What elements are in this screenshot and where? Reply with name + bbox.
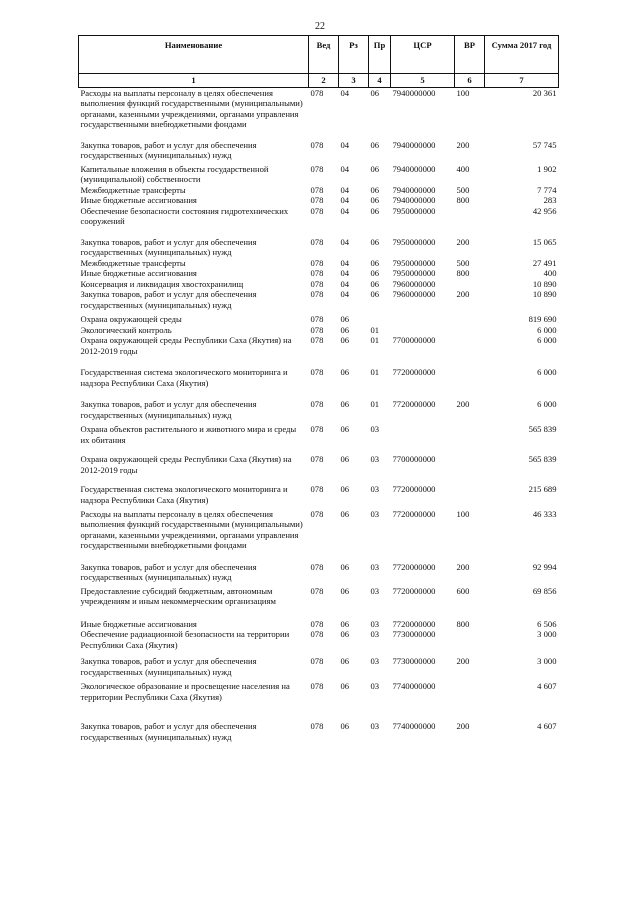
row-ved: 078 xyxy=(310,88,324,98)
table-row xyxy=(79,227,559,258)
row-vr: 200 xyxy=(456,721,470,732)
row-ved: 078 xyxy=(310,163,324,174)
row-ved: 078 xyxy=(310,139,324,150)
row-vr: 100 xyxy=(456,508,470,519)
row-csr: 7940000000 xyxy=(392,139,436,150)
row-name: Закупка товаров, работ и услуг для обеспечения государственных (муниципальных) нужд xyxy=(80,236,257,258)
table-row xyxy=(79,505,559,551)
row-ved: 078 xyxy=(310,205,324,216)
row-pr: 06 xyxy=(370,268,380,279)
row-ved: 078 xyxy=(310,278,324,289)
table-row xyxy=(79,88,559,130)
row-vr xyxy=(455,677,485,702)
row-vr xyxy=(455,445,485,475)
row-vr: 200 xyxy=(456,139,470,150)
column-number: 3 xyxy=(339,74,369,88)
row-sum: 565 839 xyxy=(528,454,557,465)
row-csr: 7740000000 xyxy=(392,721,436,732)
column-number-row xyxy=(79,74,559,88)
row-sum: 215 689 xyxy=(528,484,557,495)
row-sum: 283 xyxy=(543,195,557,206)
row-csr: 7950000000 xyxy=(392,268,436,279)
row-vr xyxy=(455,420,485,445)
row-name: Охрана окружающей среды Республики Саха (Якутия) на 2012-2019 годы xyxy=(80,335,292,356)
row-sum: 400 xyxy=(543,268,557,279)
row-pr: 03 xyxy=(370,561,380,572)
row-rz: 06 xyxy=(340,335,350,346)
row-csr: 7950000000 xyxy=(392,236,436,247)
row-ved: 078 xyxy=(310,324,324,335)
row-rz: 04 xyxy=(340,268,350,279)
row-sum: 7 774 xyxy=(537,184,557,195)
row-rz: 06 xyxy=(340,324,350,335)
row-rz: 06 xyxy=(340,424,350,435)
row-pr: 01 xyxy=(370,335,380,346)
row-sum: 4 607 xyxy=(537,681,557,692)
row-name: Закупка товаров, работ и услуг для обеспечения государственных (муниципальных) нужд xyxy=(80,139,257,161)
header-row xyxy=(79,36,559,74)
table-row xyxy=(79,130,559,161)
header-pr: Пр xyxy=(369,36,391,74)
row-name: Расходы на выплаты персоналу в целях обеспечения выполнения функций государственными (муниципальными) органами, казенными учреждениями, органами управления государственными внебюджетными фондами xyxy=(80,508,303,551)
row-csr: 7720000000 xyxy=(392,618,436,629)
row-ved: 078 xyxy=(310,367,324,378)
row-ved: 078 xyxy=(310,257,324,268)
row-ved: 078 xyxy=(310,195,324,206)
row-rz: 06 xyxy=(340,508,350,519)
row-sum: 57 745 xyxy=(532,139,557,150)
row-csr xyxy=(391,420,455,445)
row-sum: 4 607 xyxy=(537,721,557,732)
row-sum: 6 506 xyxy=(537,618,557,629)
table-row xyxy=(79,325,559,335)
header-name: Наименование xyxy=(79,36,309,74)
row-vr xyxy=(455,310,485,324)
table-row xyxy=(79,475,559,505)
row-sum: 565 839 xyxy=(528,424,557,435)
row-name: Экологический контроль xyxy=(80,324,172,335)
row-name: Закупка товаров, работ и услуг для обеспечения государственных (муниципальных) нужд xyxy=(80,721,257,742)
row-rz: 04 xyxy=(340,236,350,247)
column-number: 4 xyxy=(369,74,391,88)
row-ved: 078 xyxy=(310,681,324,692)
row-name: Охрана объектов растительного и животного мира и среды их обитания xyxy=(80,424,297,445)
row-rz: 04 xyxy=(340,257,350,268)
table-row xyxy=(79,185,559,195)
row-pr: 06 xyxy=(370,163,380,174)
row-ved: 078 xyxy=(310,656,324,667)
row-ved: 078 xyxy=(310,268,324,279)
row-pr: 03 xyxy=(370,618,380,629)
row-pr: 06 xyxy=(370,236,380,247)
table-row xyxy=(79,310,559,324)
column-number: 2 xyxy=(309,74,339,88)
table-row xyxy=(79,289,559,310)
row-vr xyxy=(455,206,485,227)
row-sum: 3 000 xyxy=(537,656,557,667)
row-pr: 03 xyxy=(370,721,380,732)
row-ved: 078 xyxy=(310,289,324,300)
row-sum: 819 690 xyxy=(528,314,557,325)
row-vr xyxy=(455,335,485,356)
row-rz: 04 xyxy=(340,278,350,289)
row-vr xyxy=(455,356,485,388)
row-rz: 06 xyxy=(340,367,350,378)
column-number: 6 xyxy=(455,74,485,88)
row-ved: 078 xyxy=(310,484,324,495)
column-number: 1 xyxy=(79,74,309,88)
row-rz: 06 xyxy=(340,561,350,572)
row-rz: 06 xyxy=(340,656,350,667)
row-csr: 7720000000 xyxy=(392,367,436,378)
row-csr: 7720000000 xyxy=(392,399,436,410)
row-name: Капитальные вложения в объекты государственной (муниципальной) собственности xyxy=(80,163,269,185)
row-pr: 06 xyxy=(370,88,380,98)
table-row xyxy=(79,356,559,388)
row-ved: 078 xyxy=(310,184,324,195)
row-ved: 078 xyxy=(310,335,324,346)
row-name: Консервация и ликвидация хвостохранилищ xyxy=(80,278,244,289)
row-name: Межбюджетные трансферты xyxy=(80,257,186,268)
row-csr: 7720000000 xyxy=(392,585,436,596)
row-ved: 078 xyxy=(310,508,324,519)
row-rz: 06 xyxy=(340,618,350,629)
row-pr: 06 xyxy=(370,139,380,150)
row-csr: 7740000000 xyxy=(392,681,436,692)
row-vr: 400 xyxy=(456,163,470,174)
row-rz: 06 xyxy=(340,454,350,465)
row-pr: 03 xyxy=(370,681,380,692)
row-ved: 078 xyxy=(310,721,324,732)
table-row xyxy=(79,258,559,268)
row-csr: 7700000000 xyxy=(392,454,436,465)
row-rz: 06 xyxy=(340,629,350,640)
row-csr: 7720000000 xyxy=(392,561,436,572)
row-name: Закупка товаров, работ и услуг для обеспечения государственных (муниципальных) нужд xyxy=(80,399,257,420)
row-ved: 078 xyxy=(310,424,324,435)
table-row xyxy=(79,583,559,607)
row-pr: 03 xyxy=(370,656,380,667)
row-rz: 04 xyxy=(340,289,350,300)
row-vr xyxy=(455,279,485,289)
row-name: Государственная система экологического мониторинга и надзора Республики Саха (Якутия) xyxy=(80,484,288,505)
row-csr: 7940000000 xyxy=(392,163,436,174)
row-rz: 06 xyxy=(340,314,350,325)
row-name: Межбюджетные трансферты xyxy=(80,184,186,195)
row-csr: 7960000000 xyxy=(392,278,436,289)
table-body xyxy=(79,88,559,743)
row-csr xyxy=(391,325,455,335)
row-pr: 03 xyxy=(370,424,380,435)
row-vr: 500 xyxy=(456,257,470,268)
row-rz: 04 xyxy=(340,163,350,174)
row-ved: 078 xyxy=(310,399,324,410)
row-rz: 04 xyxy=(340,184,350,195)
row-ved: 078 xyxy=(310,561,324,572)
row-ved: 078 xyxy=(310,629,324,640)
row-csr: 7730000000 xyxy=(392,656,436,667)
row-csr: 7960000000 xyxy=(392,289,436,300)
row-sum: 92 994 xyxy=(532,561,557,572)
header-csr: ЦСР xyxy=(391,36,455,74)
row-name: Закупка товаров, работ и услуг для обеспечения государственных (муниципальных) нужд xyxy=(80,289,257,310)
row-vr: 500 xyxy=(456,184,470,195)
row-pr: 06 xyxy=(370,205,380,216)
row-sum: 1 902 xyxy=(537,163,557,174)
row-vr xyxy=(455,629,485,650)
row-vr: 200 xyxy=(456,236,470,247)
row-name: Закупка товаров, работ и услуг для обеспечения государственных (муниципальных) нужд xyxy=(80,561,257,583)
row-sum: 6 000 xyxy=(537,367,557,378)
table-row xyxy=(79,268,559,278)
table-row xyxy=(79,206,559,227)
row-name: Предоставление субсидий бюджетным, автономным учреждениям и иным некоммерческим организациям xyxy=(80,585,276,607)
row-csr: 7940000000 xyxy=(392,88,436,98)
table-row xyxy=(79,445,559,475)
table-row xyxy=(79,195,559,205)
row-csr: 7720000000 xyxy=(392,484,436,495)
header-rz: Рз xyxy=(339,36,369,74)
row-rz: 04 xyxy=(340,139,350,150)
row-name: Расходы на выплаты персоналу в целях обеспечения выполнения функций государственными (муниципальными) органами, казенными учреждениями, органами управления государственными внебюджетными фондами xyxy=(80,88,303,130)
row-pr: 03 xyxy=(370,484,380,495)
row-rz: 06 xyxy=(340,721,350,732)
row-vr: 200 xyxy=(456,656,470,667)
row-name: Государственная система экологического мониторинга и надзора Республики Саха (Якутия) xyxy=(80,367,288,388)
row-ved: 078 xyxy=(310,618,324,629)
row-vr: 800 xyxy=(456,268,470,279)
table-row xyxy=(79,161,559,185)
header-vr: ВР xyxy=(455,36,485,74)
row-sum: 10 890 xyxy=(532,289,557,300)
row-ved: 078 xyxy=(310,585,324,596)
row-name: Иные бюджетные ассигнования xyxy=(80,618,197,629)
row-name: Охрана окружающей среды Республики Саха (Якутия) на 2012-2019 годы xyxy=(80,454,292,475)
row-vr: 200 xyxy=(456,289,470,300)
row-pr: 06 xyxy=(370,278,380,289)
row-sum: 3 000 xyxy=(537,629,557,640)
row-pr: 01 xyxy=(370,324,380,335)
row-vr xyxy=(455,475,485,505)
page-number: 22 xyxy=(315,21,325,32)
row-vr: 200 xyxy=(456,399,470,410)
row-csr: 7940000000 xyxy=(392,195,436,206)
row-name: Иные бюджетные ассигнования xyxy=(80,195,197,206)
row-vr: 800 xyxy=(456,618,470,629)
row-csr: 7950000000 xyxy=(392,205,436,216)
row-pr: 03 xyxy=(370,454,380,465)
header-sum: Сумма 2017 год xyxy=(485,36,559,74)
table-row xyxy=(79,650,559,677)
column-number: 5 xyxy=(391,74,455,88)
row-ved: 078 xyxy=(310,314,324,325)
row-rz: 06 xyxy=(340,399,350,410)
row-sum: 6 000 xyxy=(537,324,557,335)
row-name: Закупка товаров, работ и услуг для обеспечения государственных (муниципальных) нужд xyxy=(80,656,257,677)
row-pr: 01 xyxy=(370,367,380,378)
column-number: 7 xyxy=(485,74,559,88)
table-row xyxy=(79,551,559,583)
row-csr: 7940000000 xyxy=(392,184,436,195)
row-rz: 04 xyxy=(340,205,350,216)
table-row xyxy=(79,629,559,650)
row-vr xyxy=(455,325,485,335)
row-sum: 15 065 xyxy=(532,236,557,247)
table-row xyxy=(79,279,559,289)
row-pr: 01 xyxy=(370,399,380,410)
row-pr: 06 xyxy=(370,289,380,300)
row-pr: 03 xyxy=(370,585,380,596)
row-rz: 06 xyxy=(340,484,350,495)
row-rz: 04 xyxy=(340,88,350,98)
row-name: Охрана окружающей среды xyxy=(80,314,182,325)
row-sum: 20 361 xyxy=(532,88,557,98)
row-csr: 7950000000 xyxy=(392,257,436,268)
row-sum: 27 491 xyxy=(532,257,557,268)
row-pr: 06 xyxy=(370,184,380,195)
row-pr: 06 xyxy=(370,257,380,268)
row-name: Экологическое образование и просвещение населения на территории Республики Саха (Якутия) xyxy=(80,681,290,702)
row-name: Иные бюджетные ассигнования xyxy=(80,268,197,279)
table-row xyxy=(79,335,559,356)
row-pr xyxy=(369,310,391,324)
row-rz: 06 xyxy=(340,681,350,692)
row-pr: 03 xyxy=(370,629,380,640)
row-csr xyxy=(391,310,455,324)
table-row xyxy=(79,420,559,445)
row-vr: 800 xyxy=(456,195,470,206)
budget-table xyxy=(78,35,559,742)
row-rz: 04 xyxy=(340,195,350,206)
row-sum: 6 000 xyxy=(537,335,557,346)
row-ved: 078 xyxy=(310,454,324,465)
row-sum: 6 000 xyxy=(537,399,557,410)
row-vr: 200 xyxy=(456,561,470,572)
row-pr: 03 xyxy=(370,508,380,519)
row-name: Обеспечение безопасности состояния гидротехнических сооружений xyxy=(80,205,289,227)
row-name: Обеспечение радиационной безопасности на территории Республики Саха (Якутия) xyxy=(80,629,290,650)
row-sum: 46 333 xyxy=(532,508,557,519)
row-ved: 078 xyxy=(310,236,324,247)
row-sum: 69 856 xyxy=(532,585,557,596)
row-rz: 06 xyxy=(340,585,350,596)
row-csr: 7700000000 xyxy=(392,335,436,346)
row-vr: 600 xyxy=(456,585,470,596)
row-pr: 06 xyxy=(370,195,380,206)
row-csr: 7720000000 xyxy=(392,508,436,519)
row-vr: 100 xyxy=(456,88,470,98)
table-row xyxy=(79,677,559,702)
row-sum: 42 956 xyxy=(532,205,557,216)
table-row xyxy=(79,607,559,629)
table-row xyxy=(79,388,559,420)
table-row xyxy=(79,702,559,742)
row-sum: 10 890 xyxy=(532,278,557,289)
header-ved: Вед xyxy=(309,36,339,74)
row-csr: 7730000000 xyxy=(392,629,436,640)
